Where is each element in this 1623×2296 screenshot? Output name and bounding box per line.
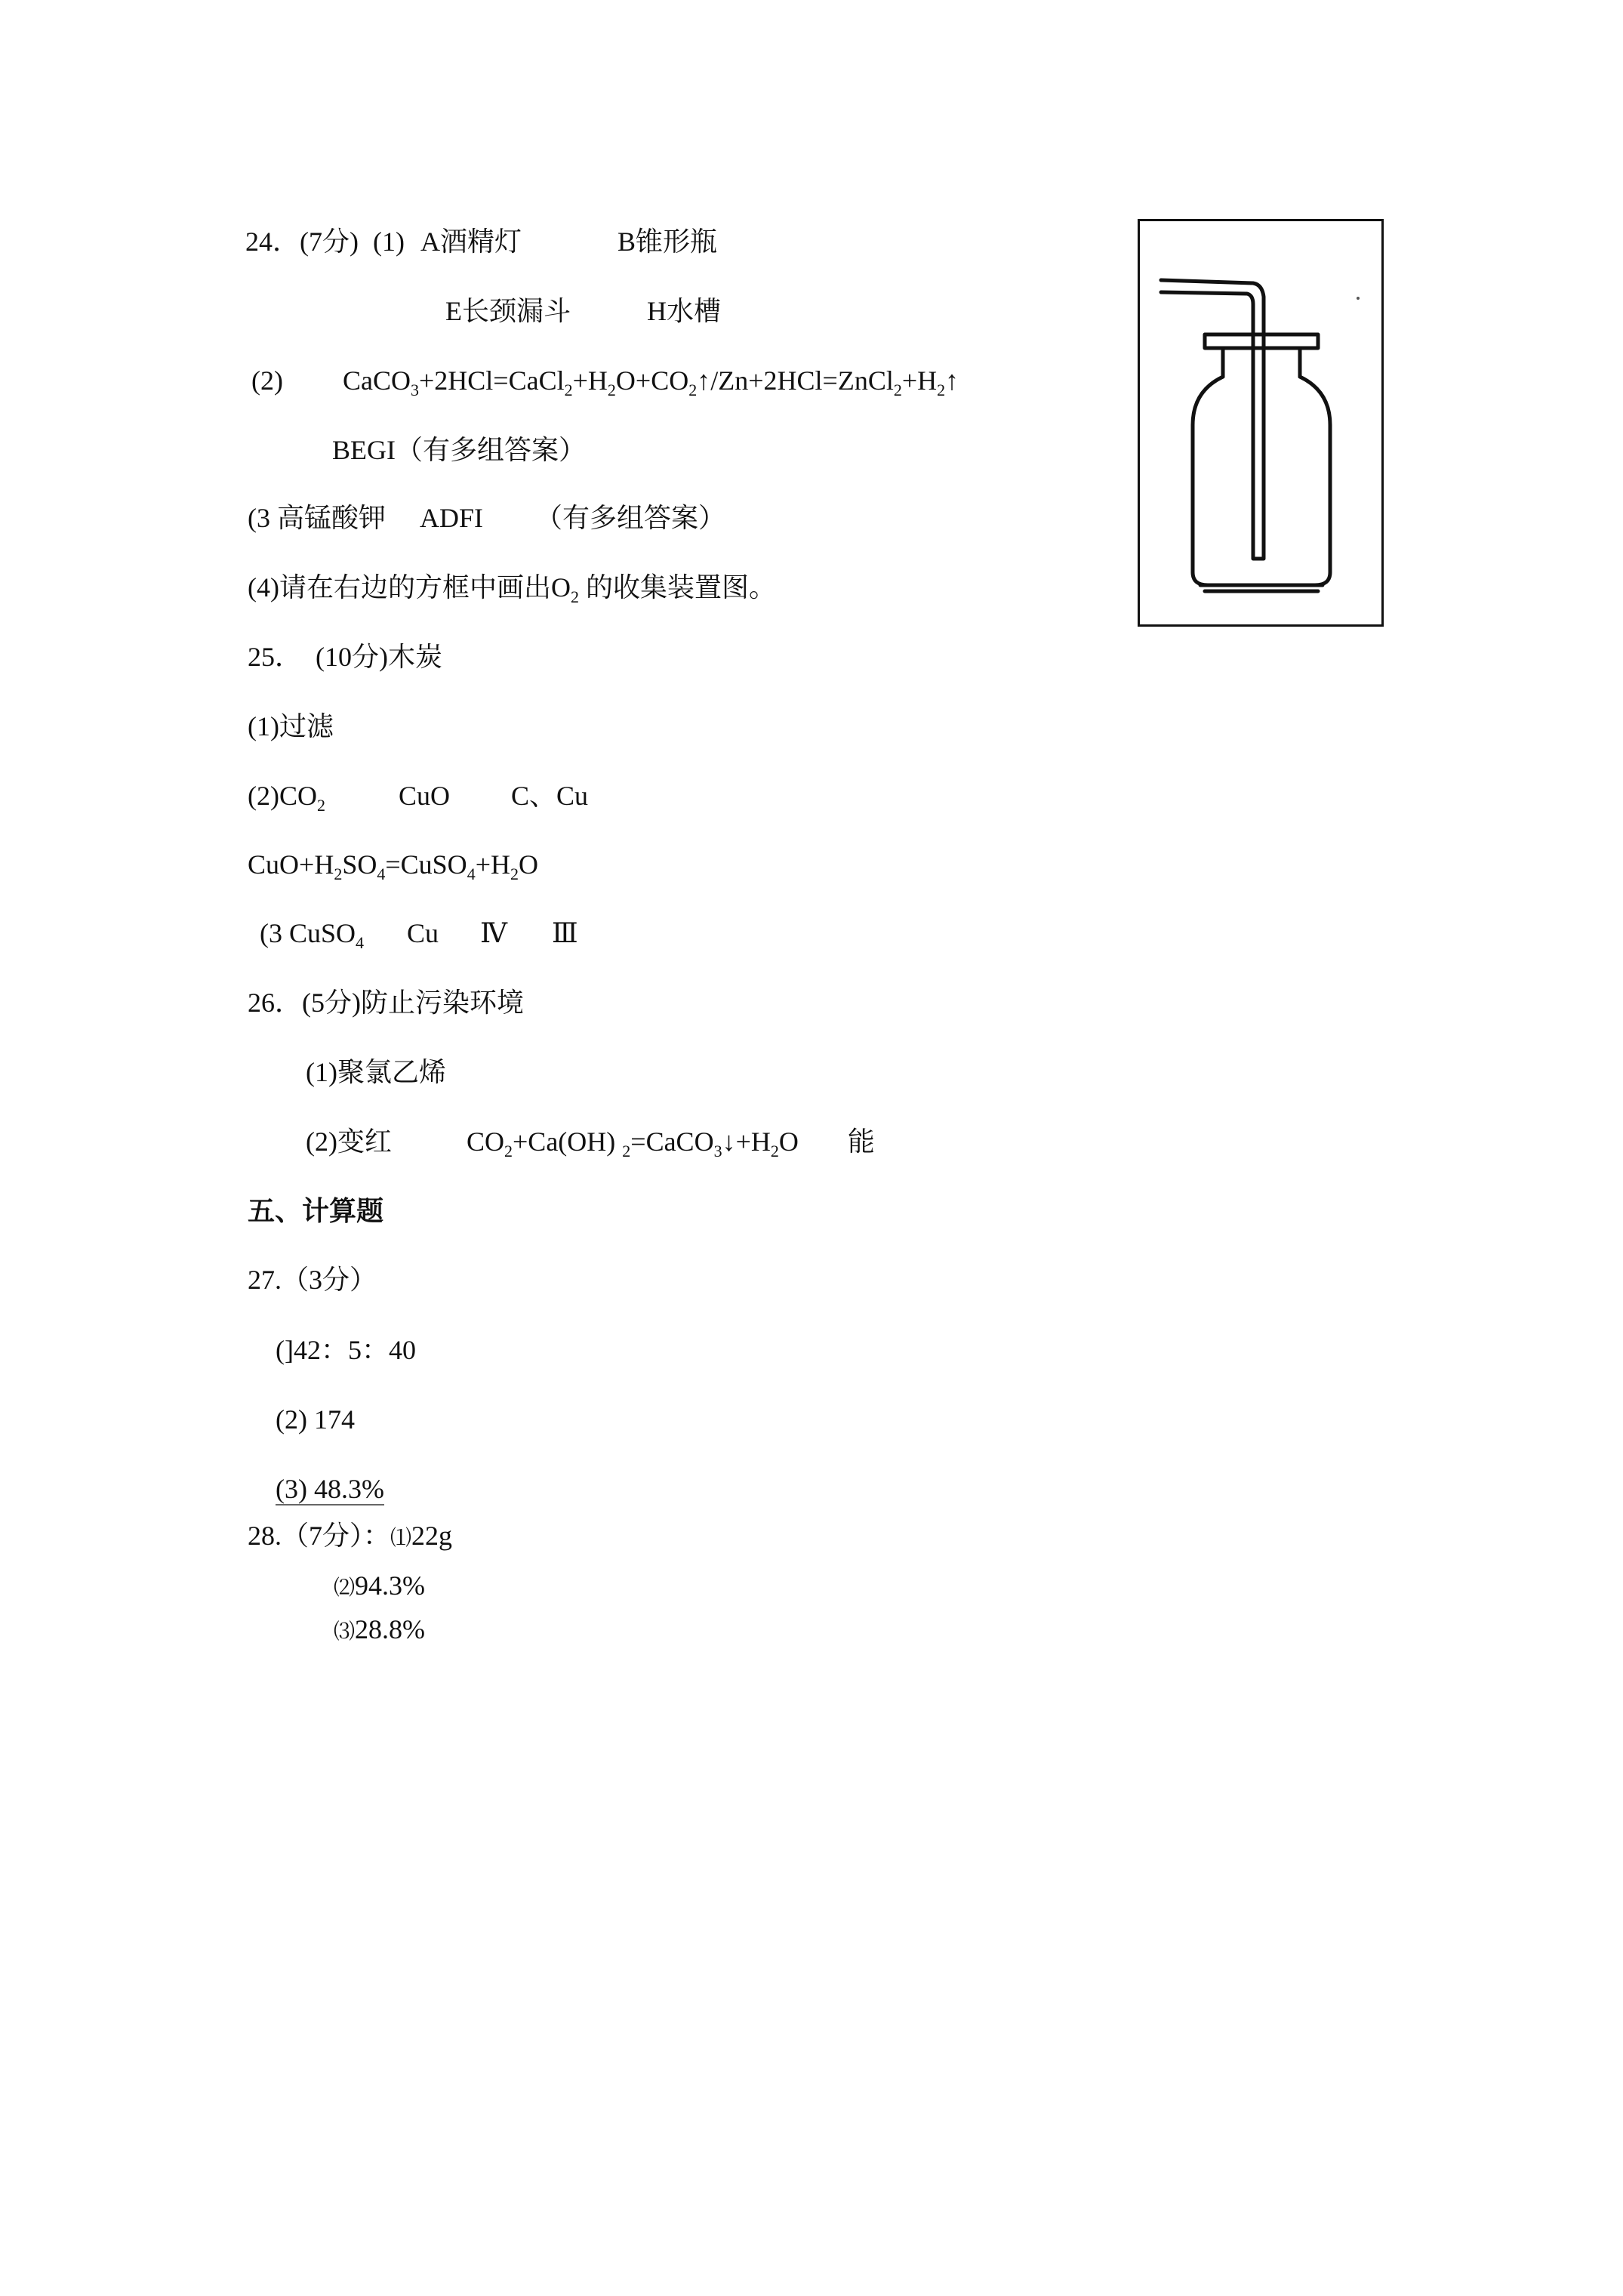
q24-adfi: ADFI	[420, 503, 484, 533]
gas-bottle-figure	[1138, 219, 1384, 627]
q26-line1: (1)聚氯乙烯	[306, 1057, 446, 1087]
gas-bottle-drawing	[1140, 221, 1381, 624]
q24-part4: (4)请在右边的方框中画出$O_2$ 的收集装置图。	[248, 572, 776, 606]
q26-head: 26．(5分)防止污染环境	[248, 988, 524, 1018]
q24-line6	[248, 572, 776, 606]
q25-line3: $CuO+H_2SO_4=CuSO_4+H_2O$	[248, 849, 538, 883]
q24-line2	[445, 297, 721, 325]
q24-equation: $CaCO_3+2HCl=CaCl_2+H_2O+CO_2↑/Zn+2HCl=ZnCl_2+H_2↑$	[342, 365, 959, 399]
inlet-tube-inner	[1161, 292, 1253, 353]
q27-line3: (3) 48.3%	[276, 1474, 384, 1504]
q24-line1	[245, 228, 717, 255]
small-dot	[1357, 297, 1360, 300]
q25-line1: (1)过滤	[248, 711, 334, 741]
section-5-title: 五、计算题	[248, 1196, 384, 1226]
bottle-cap	[1205, 334, 1318, 348]
q25-line4: (3 CuSO$_4$ Cu Ⅳ Ⅲ	[260, 918, 578, 952]
q28-head: 28.（7分）：⑴22g	[248, 1521, 453, 1551]
inner-tube	[1253, 353, 1264, 559]
q27-line2: (2) 174	[276, 1404, 355, 1435]
q24-answer-h: H水槽	[647, 296, 721, 326]
q24-answer-e: E长颈漏斗	[445, 296, 571, 326]
q28-line3: ⑶28.8%	[334, 1614, 426, 1644]
q28-line2: ⑵94.3%	[334, 1570, 426, 1601]
q24-answer-b: B锥形瓶	[617, 227, 717, 257]
q24-begi: BEGI（有多组答案）	[332, 435, 586, 465]
q26-line2: (2)变红 $CO_2+Ca(OH)$ $_2=CaCO_3↓+H_2O$ 能	[306, 1126, 875, 1160]
bottle-body	[1193, 377, 1330, 585]
q24-number: 24．	[245, 227, 300, 257]
q24-part1-label: (1)	[373, 227, 405, 257]
bottle-base	[1200, 585, 1323, 591]
q24-answer-a: A酒精灯	[420, 227, 522, 257]
q25-head: 25． (10分)木炭	[248, 642, 442, 672]
q24-part3: (3 高锰酸钾	[248, 503, 386, 533]
bottle-neck	[1223, 348, 1300, 377]
q24-multi: （有多组答案）	[535, 503, 726, 533]
q27-line1: (]42：5：40	[276, 1335, 416, 1365]
q24-score: (7分)	[300, 227, 359, 257]
q24-part2-label: (2)	[251, 365, 283, 396]
q24-line3	[251, 365, 959, 399]
q24-line4	[332, 436, 586, 464]
q27-head: 27.（3分）	[248, 1265, 377, 1295]
q24-line5	[248, 504, 725, 532]
q25-line2: $(2)CO_2$ CuO C、Cu	[248, 781, 589, 815]
